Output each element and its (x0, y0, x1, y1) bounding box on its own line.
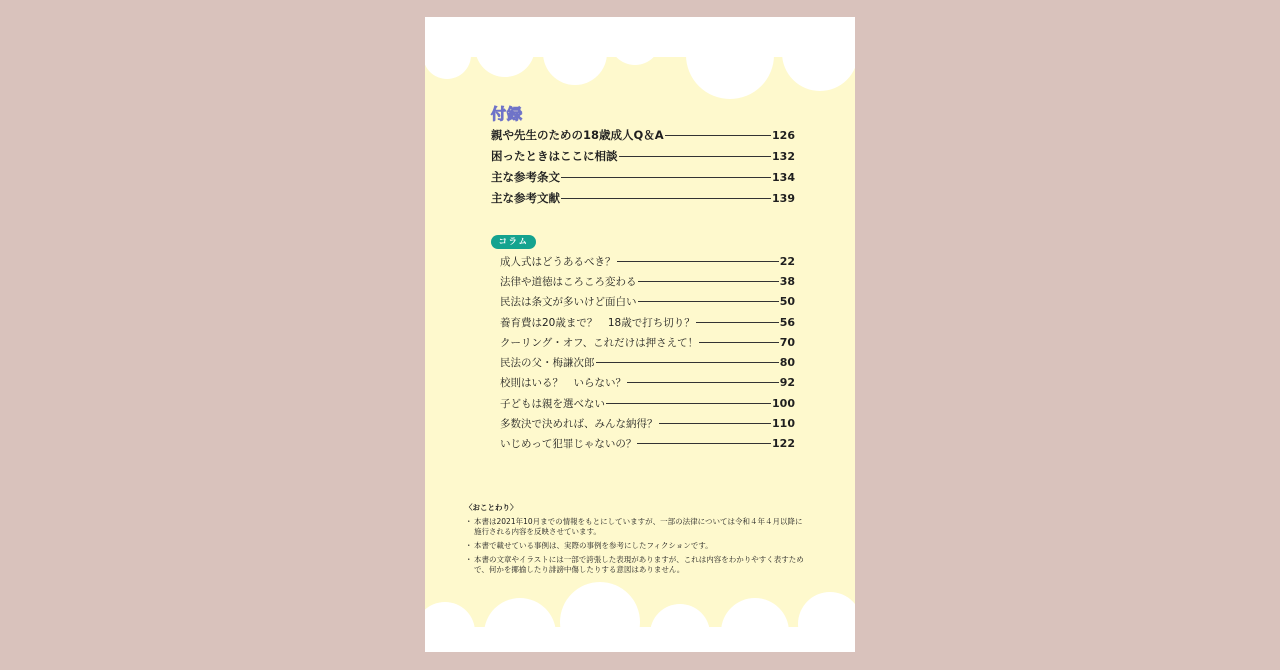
toc-label: 親や先生のための18歳成人Q＆A (491, 128, 664, 142)
leader-line (627, 382, 779, 383)
notes-heading: 〈おことわり〉 (465, 503, 518, 512)
leader-line (637, 443, 771, 444)
toc-label: 多数決で決めれば、みんな納得？ (500, 417, 658, 430)
toc-row-column[interactable] (500, 314, 795, 330)
toc-page-number: 22 (779, 254, 795, 268)
bullet-icon: ・ (465, 555, 473, 564)
appendix-heading: 付録 (491, 105, 524, 123)
note-text: 本書の文章やイラストには一部で誇張した表現がありますが、これは内容をわかりやすく表すためで、何かを揶揄したり誹謗中傷したりする意図はありません。 (474, 555, 804, 574)
toc-row-column[interactable] (500, 435, 795, 451)
toc-row-column[interactable] (500, 354, 795, 370)
toc-page-number: 70 (779, 335, 795, 349)
toc-page-number: 122 (772, 436, 795, 450)
toc-page-number: 132 (772, 149, 795, 163)
toc-page-number: 56 (779, 315, 795, 329)
leader-line (561, 177, 771, 178)
leader-line (596, 362, 779, 363)
toc-page-number: 110 (772, 416, 795, 430)
bottom-cloud-border (425, 582, 855, 652)
toc-label: いじめって犯罪じゃないの？ (500, 437, 637, 450)
toc-row-column[interactable] (500, 374, 795, 390)
toc-row-appendix[interactable] (491, 168, 795, 186)
toc-label: 校則はいる？ いらない？ (500, 376, 626, 389)
leader-line (638, 301, 779, 302)
bullet-icon: ・ (465, 541, 473, 550)
toc-page-number: 134 (772, 170, 795, 184)
leader-line (606, 403, 771, 404)
toc-row-column[interactable] (500, 293, 795, 309)
leader-line (665, 135, 771, 136)
toc-page-number: 38 (779, 274, 795, 288)
toc-label: 主な参考文献 (491, 191, 560, 205)
book-page (425, 17, 855, 652)
disclaimer-notes (465, 503, 805, 579)
note-item (465, 541, 805, 551)
toc-label: 主な参考条文 (491, 170, 560, 184)
leader-line (561, 198, 771, 199)
bullet-icon: ・ (465, 517, 473, 526)
toc-page-number: 92 (779, 375, 795, 389)
toc-page-number: 126 (772, 128, 795, 142)
toc-label: 子どもは親を選べない (500, 397, 605, 410)
top-cloud-border (425, 17, 855, 107)
toc-label: 民法は条文が多いけど面白い (500, 295, 637, 308)
leader-line (617, 261, 779, 262)
toc-row-appendix[interactable] (491, 189, 795, 207)
toc-label: クーリング・オフ、これだけは押さえて！ (500, 336, 699, 349)
toc-row-column[interactable] (500, 273, 795, 289)
note-text: 本書で載せている事例は、実際の事例を参考にしたフィクションです。 (474, 541, 713, 550)
toc-page-number: 100 (772, 396, 795, 410)
toc-row-column[interactable] (500, 334, 795, 350)
toc-label: 法律や道徳はころころ変わる (500, 275, 637, 288)
leader-line (619, 156, 772, 157)
toc-row-appendix[interactable] (491, 126, 795, 144)
toc-row-column[interactable] (500, 395, 795, 411)
toc-label: 養育費は20歳まで？ 18歳で打ち切り？ (500, 316, 695, 329)
leader-line (659, 423, 772, 424)
toc-row-column[interactable] (500, 415, 795, 431)
toc-label: 成人式はどうあるべき？ (500, 255, 616, 268)
leader-line (696, 322, 779, 323)
toc-label: 民法の父・梅謙次郎 (500, 356, 595, 369)
note-item (465, 517, 805, 537)
toc-page-number: 139 (772, 191, 795, 205)
leader-line (699, 342, 779, 343)
toc-page-number: 50 (779, 294, 795, 308)
leader-line (638, 281, 779, 282)
note-text: 本書は2021年10月までの情報をもとにしていますが、一部の法律については令和４年４月以降に施行される内容を反映させています。 (474, 517, 803, 536)
toc-row-appendix[interactable] (491, 147, 795, 165)
column-badge: コラム (491, 235, 536, 249)
toc-page-number: 80 (779, 355, 795, 369)
toc-row-column[interactable] (500, 253, 795, 269)
toc-label: 困ったときはここに相談 (491, 149, 618, 163)
note-item (465, 555, 805, 575)
